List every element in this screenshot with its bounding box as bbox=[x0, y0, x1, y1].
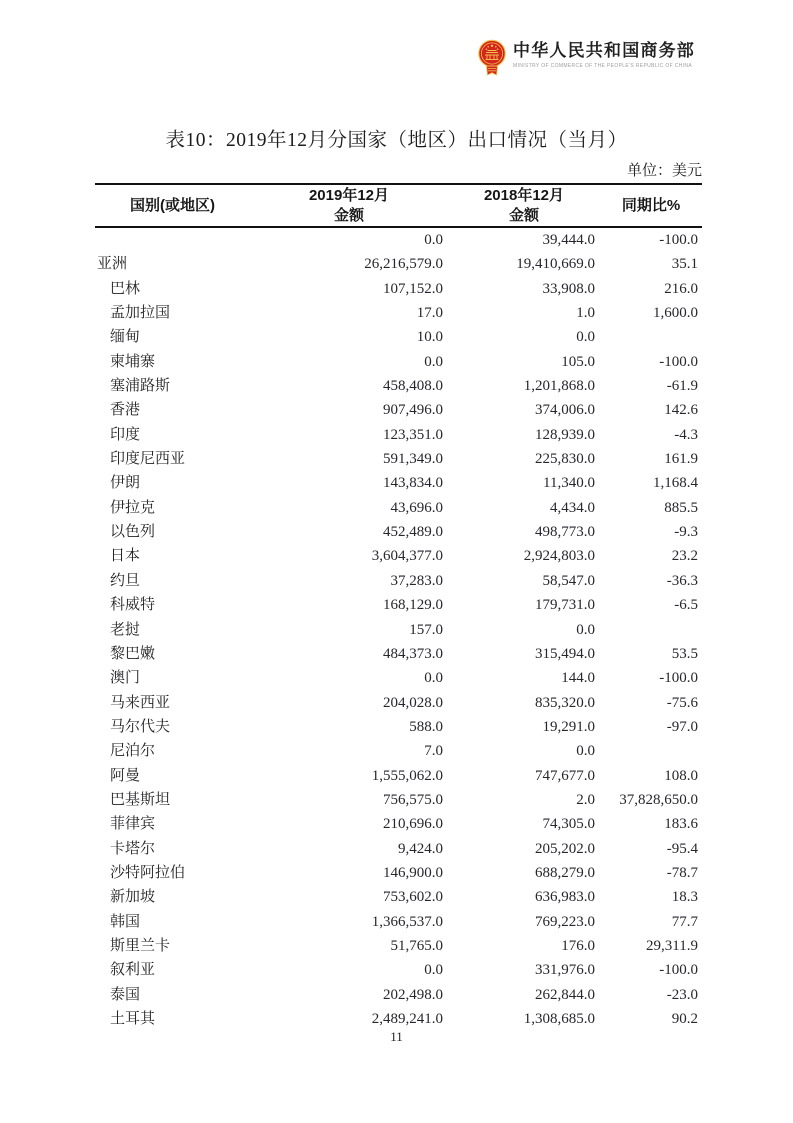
table-row bbox=[95, 252, 702, 276]
country-name-cell: 土耳其 bbox=[110, 1011, 156, 1027]
yoy-cell: -4.3 bbox=[674, 426, 698, 443]
amount-2018-cell: 4,434.0 bbox=[550, 499, 595, 516]
yoy-cell: -95.4 bbox=[666, 840, 698, 857]
amount-2018-cell: 19,291.0 bbox=[542, 718, 595, 735]
amount-2019-cell: 107,152.0 bbox=[383, 280, 443, 297]
yoy-cell: 29,311.9 bbox=[646, 937, 698, 954]
amount-2019-cell: 458,408.0 bbox=[383, 378, 443, 395]
amount-2018-cell: 2.0 bbox=[576, 791, 595, 808]
column-header-2018-line1: 2018年12月 bbox=[483, 186, 565, 204]
country-name-cell: 尼泊尔 bbox=[110, 743, 156, 760]
country-name-cell: 阿曼 bbox=[110, 767, 141, 784]
country-name-cell: 柬埔寨 bbox=[110, 353, 156, 370]
amount-2019-cell: 0.0 bbox=[424, 353, 443, 370]
country-name-cell: 缅甸 bbox=[110, 329, 141, 346]
column-header-2019-line2: 金额 bbox=[333, 206, 364, 224]
amount-2018-cell: 0.0 bbox=[576, 621, 595, 638]
yoy-cell: 885.5 bbox=[664, 499, 698, 516]
table-row bbox=[95, 374, 702, 398]
column-header-2018-line2: 金额 bbox=[508, 206, 539, 224]
table-row bbox=[95, 910, 702, 934]
yoy-cell: 77.7 bbox=[671, 913, 698, 930]
yoy-cell: -78.7 bbox=[666, 864, 698, 881]
yoy-cell bbox=[600, 739, 702, 763]
amount-2018-cell: 0.0 bbox=[576, 743, 595, 760]
column-header-yoy bbox=[600, 185, 702, 226]
table-row bbox=[95, 471, 702, 495]
amount-2018-cell: 58,547.0 bbox=[542, 572, 595, 589]
table-body bbox=[95, 228, 702, 1031]
table-row bbox=[95, 301, 702, 325]
amount-2018-cell: 2,924,803.0 bbox=[523, 548, 595, 565]
amount-2018-cell: 835,320.0 bbox=[535, 694, 595, 711]
amount-2019-cell: 452,489.0 bbox=[383, 524, 443, 541]
table-row bbox=[95, 666, 702, 690]
amount-2018-cell: 205,202.0 bbox=[535, 840, 595, 857]
country-name-cell: 老挝 bbox=[110, 621, 141, 638]
table-row bbox=[95, 520, 702, 544]
table-row bbox=[95, 739, 702, 763]
table-row bbox=[95, 544, 702, 568]
column-header-2019-line1: 2019年12月 bbox=[308, 186, 390, 204]
yoy-cell: 35.1 bbox=[671, 256, 698, 273]
amount-2018-cell: 688,279.0 bbox=[535, 864, 595, 881]
country-name-cell: 卡塔尔 bbox=[110, 840, 156, 857]
country-name-cell: 黎巴嫩 bbox=[110, 645, 156, 662]
country-name-cell: 伊拉克 bbox=[110, 499, 156, 516]
country-name-cell: 马尔代夫 bbox=[110, 718, 171, 735]
yoy-cell bbox=[600, 325, 702, 349]
amount-2018-cell: 0.0 bbox=[576, 329, 595, 346]
amount-2019-cell: 484,373.0 bbox=[383, 645, 443, 662]
country-name-cell: 巴林 bbox=[110, 280, 141, 297]
page-number: 11 bbox=[390, 1029, 403, 1044]
amount-2018-cell: 176.0 bbox=[561, 937, 595, 954]
column-header-country bbox=[95, 185, 250, 226]
amount-2018-cell: 374,006.0 bbox=[535, 402, 595, 419]
yoy-cell: 142.6 bbox=[664, 402, 698, 419]
ministry-header bbox=[477, 39, 695, 81]
yoy-cell: -36.3 bbox=[666, 572, 698, 589]
amount-2019-cell: 0.0 bbox=[424, 670, 443, 687]
yoy-cell: -97.0 bbox=[666, 718, 698, 735]
amount-2019-cell: 204,028.0 bbox=[383, 694, 443, 711]
amount-2019-cell: 753,602.0 bbox=[383, 889, 443, 906]
table-title: 表10：2019年12月分国家（地区）出口情况（当月） bbox=[165, 130, 628, 151]
column-header-country-label: 国别(或地区) bbox=[130, 196, 215, 214]
table-row bbox=[95, 569, 702, 593]
table-row bbox=[95, 885, 702, 909]
unit-label: 单位：美元 bbox=[626, 163, 702, 179]
amount-2018-cell: 331,976.0 bbox=[535, 962, 595, 979]
column-header-2019 bbox=[250, 185, 448, 226]
amount-2019-cell: 37,283.0 bbox=[390, 572, 443, 589]
amount-2019-cell: 588.0 bbox=[409, 718, 443, 735]
yoy-cell: 1,168.4 bbox=[653, 475, 698, 492]
country-name-cell: 韩国 bbox=[110, 913, 141, 930]
table-row bbox=[95, 983, 702, 1007]
amount-2019-cell: 0.0 bbox=[424, 232, 443, 248]
table-row bbox=[95, 277, 702, 301]
table-row bbox=[95, 423, 702, 447]
amount-2019-cell: 143,834.0 bbox=[383, 475, 443, 492]
country-name-cell: 叙利亚 bbox=[110, 962, 156, 979]
table-row bbox=[95, 788, 702, 812]
amount-2018-cell: 11,340.0 bbox=[543, 475, 595, 492]
amount-2018-cell: 498,773.0 bbox=[535, 524, 595, 541]
yoy-cell: 108.0 bbox=[664, 767, 698, 784]
amount-2018-cell: 1.0 bbox=[576, 305, 595, 322]
amount-2019-cell: 123,351.0 bbox=[383, 426, 443, 443]
country-name-cell: 沙特阿拉伯 bbox=[110, 864, 186, 881]
country-name-cell: 科威特 bbox=[110, 597, 156, 614]
country-name-cell: 马来西亚 bbox=[110, 694, 171, 711]
amount-2019-cell: 157.0 bbox=[409, 621, 443, 638]
ministry-name-en: MINISTRY OF COMMERCE OF THE PEOPLE'S REPUBLIC OF CHINA bbox=[513, 63, 693, 69]
yoy-cell: 216.0 bbox=[664, 280, 698, 297]
amount-2018-cell: 105.0 bbox=[561, 353, 595, 370]
country-name-cell: 新加坡 bbox=[110, 889, 156, 906]
country-name-cell: 香港 bbox=[110, 402, 141, 419]
amount-2018-cell: 1,308,685.0 bbox=[523, 1011, 595, 1027]
amount-2019-cell: 146,900.0 bbox=[383, 864, 443, 881]
table-row bbox=[95, 350, 702, 374]
country-name-cell: 亚洲 bbox=[97, 256, 128, 273]
amount-2019-cell: 168,129.0 bbox=[383, 597, 443, 614]
amount-2018-cell: 39,444.0 bbox=[542, 232, 595, 248]
amount-2018-cell: 262,844.0 bbox=[535, 986, 595, 1003]
yoy-cell: -6.5 bbox=[674, 597, 698, 614]
yoy-cell: 37,828,650.0 bbox=[619, 791, 698, 808]
amount-2019-cell: 0.0 bbox=[424, 962, 443, 979]
yoy-cell: -100.0 bbox=[659, 962, 698, 979]
yoy-cell bbox=[600, 618, 702, 642]
amount-2019-cell: 3,604,377.0 bbox=[371, 548, 443, 565]
amount-2019-cell: 907,496.0 bbox=[383, 402, 443, 419]
table-row bbox=[95, 496, 702, 520]
amount-2018-cell: 769,223.0 bbox=[535, 913, 595, 930]
amount-2019-cell: 43,696.0 bbox=[390, 499, 443, 516]
country-name-cell: 以色列 bbox=[110, 524, 156, 541]
table-row bbox=[95, 958, 702, 982]
table-row bbox=[95, 934, 702, 958]
table-header-row bbox=[95, 183, 702, 228]
country-name-cell: 泰国 bbox=[110, 986, 141, 1003]
table-row bbox=[95, 642, 702, 666]
table-row bbox=[95, 764, 702, 788]
yoy-cell: 18.3 bbox=[671, 889, 698, 906]
country-name-cell: 巴基斯坦 bbox=[110, 791, 171, 808]
ministry-text-block bbox=[513, 39, 695, 69]
amount-2019-cell: 2,489,241.0 bbox=[371, 1011, 443, 1027]
export-table bbox=[95, 183, 702, 1031]
amount-2019-cell: 1,555,062.0 bbox=[371, 767, 443, 784]
table-row bbox=[95, 447, 702, 471]
yoy-cell: -100.0 bbox=[659, 232, 698, 248]
yoy-cell: -61.9 bbox=[666, 378, 698, 395]
yoy-cell: -100.0 bbox=[659, 353, 698, 370]
country-name-cell: 塞浦路斯 bbox=[110, 378, 171, 395]
table-row bbox=[95, 812, 702, 836]
column-header-yoy-label: 同期比% bbox=[621, 196, 681, 214]
amount-2018-cell: 19,410,669.0 bbox=[516, 256, 595, 273]
amount-2019-cell: 1,366,537.0 bbox=[371, 913, 443, 930]
amount-2019-cell: 202,498.0 bbox=[383, 986, 443, 1003]
yoy-cell: -23.0 bbox=[666, 986, 698, 1003]
amount-2019-cell: 9,424.0 bbox=[398, 840, 443, 857]
amount-2019-cell: 51,765.0 bbox=[390, 937, 443, 954]
table-row bbox=[95, 618, 702, 642]
country-name-cell: 澳门 bbox=[110, 670, 141, 687]
yoy-cell: 90.2 bbox=[671, 1011, 698, 1027]
amount-2018-cell: 128,939.0 bbox=[535, 426, 595, 443]
table-row bbox=[95, 593, 702, 617]
amount-2019-cell: 756,575.0 bbox=[383, 791, 443, 808]
amount-2019-cell: 17.0 bbox=[416, 305, 443, 322]
table-row bbox=[95, 861, 702, 885]
ministry-name-cn: 中华人民共和国商务部 bbox=[513, 41, 695, 60]
yoy-cell: 23.2 bbox=[671, 548, 698, 565]
yoy-cell: -9.3 bbox=[674, 524, 698, 541]
amount-2018-cell: 179,731.0 bbox=[535, 597, 595, 614]
amount-2019-cell: 591,349.0 bbox=[383, 451, 443, 468]
table-row bbox=[95, 228, 702, 252]
amount-2018-cell: 747,677.0 bbox=[535, 767, 595, 784]
table-row bbox=[95, 325, 702, 349]
yoy-cell: 183.6 bbox=[664, 816, 698, 833]
yoy-cell: -100.0 bbox=[659, 670, 698, 687]
yoy-cell: 53.5 bbox=[671, 645, 698, 662]
yoy-cell: 1,600.0 bbox=[653, 305, 698, 322]
amount-2018-cell: 225,830.0 bbox=[535, 451, 595, 468]
country-name-cell: 约旦 bbox=[110, 572, 141, 589]
amount-2019-cell: 7.0 bbox=[424, 743, 443, 760]
table-row bbox=[95, 837, 702, 861]
amount-2019-cell: 26,216,579.0 bbox=[364, 256, 443, 273]
country-name-cell bbox=[95, 228, 250, 252]
amount-2018-cell: 33,908.0 bbox=[542, 280, 595, 297]
amount-2019-cell: 210,696.0 bbox=[383, 816, 443, 833]
country-name-cell: 斯里兰卡 bbox=[110, 937, 171, 954]
country-name-cell: 印度 bbox=[110, 426, 141, 443]
country-name-cell: 孟加拉国 bbox=[110, 305, 171, 322]
table-row bbox=[95, 398, 702, 422]
amount-2019-cell: 10.0 bbox=[416, 329, 443, 346]
country-name-cell: 日本 bbox=[110, 548, 141, 565]
yoy-cell: -75.6 bbox=[666, 694, 698, 711]
amount-2018-cell: 315,494.0 bbox=[535, 645, 595, 662]
table-row bbox=[95, 1007, 702, 1031]
amount-2018-cell: 1,201,868.0 bbox=[523, 378, 595, 395]
column-header-2018 bbox=[448, 185, 600, 226]
amount-2018-cell: 74,305.0 bbox=[542, 816, 595, 833]
table-row bbox=[95, 715, 702, 739]
country-name-cell: 印度尼西亚 bbox=[110, 451, 186, 468]
country-name-cell: 伊朗 bbox=[110, 475, 141, 492]
amount-2018-cell: 636,983.0 bbox=[535, 889, 595, 906]
country-name-cell: 菲律宾 bbox=[110, 816, 156, 833]
amount-2018-cell: 144.0 bbox=[561, 670, 595, 687]
national-emblem-icon bbox=[477, 39, 507, 81]
table-row bbox=[95, 691, 702, 715]
yoy-cell: 161.9 bbox=[664, 451, 698, 468]
